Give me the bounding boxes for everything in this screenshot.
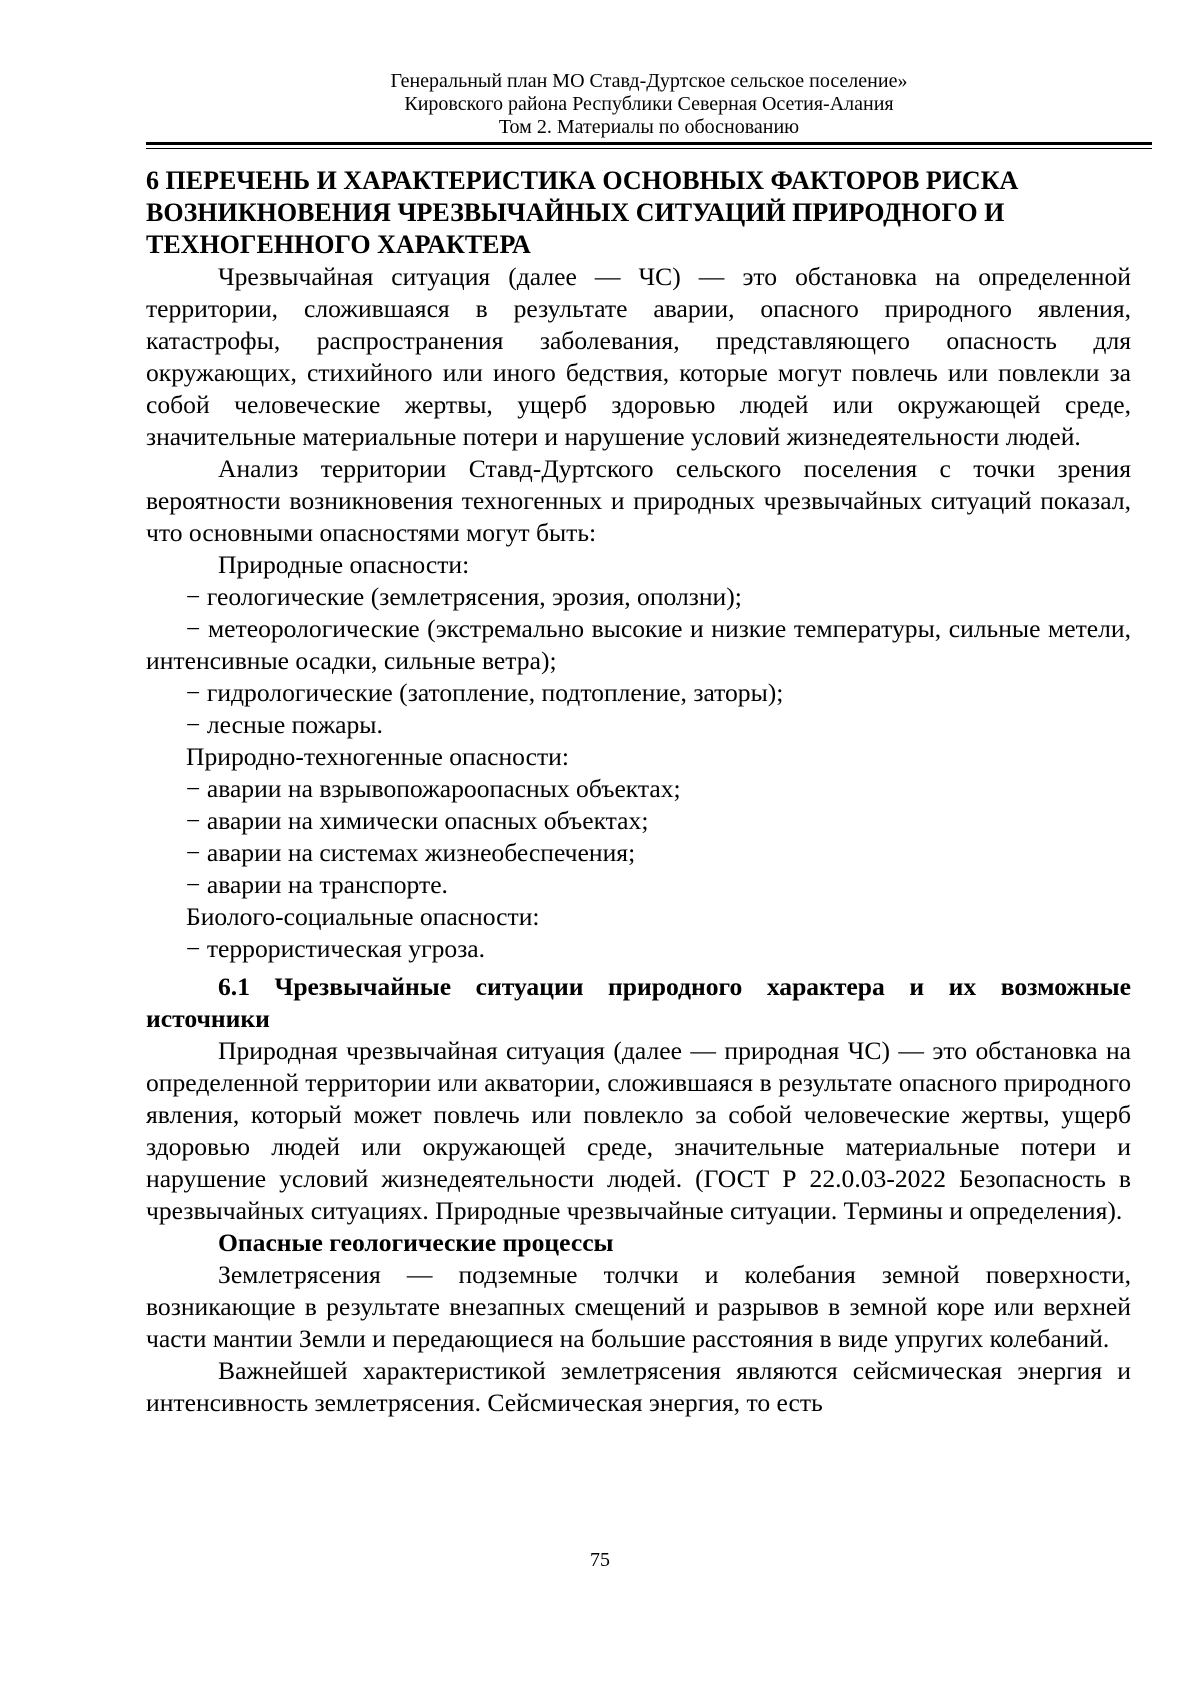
running-header [146,70,1152,139]
header-line-2: Кировского района Республики Северная Осетия-Алания [404,93,894,115]
subsection-title: 6.1 Чрезвычайные ситуации природного характера и их возможные источники [146,972,1131,1033]
section-title: 6 ПЕРЕЧЕНЬ И ХАРАКТЕРИСТИКА ОСНОВНЫХ ФАКТОРОВ РИСКА ВОЗНИКНОВЕНИЯ ЧРЕЗВЫЧАЙНЫХ СИТУАЦИЙ ПРИРОДНОГО И ТЕХНОГЕННОГО ХАРАКТЕРА [146,166,1019,259]
header-rule-thin [146,148,1152,149]
bio-hazards-label: Биолого-социальные опасности: [186,902,540,931]
header-line-3: Том 2. Материалы по обоснованию [498,116,800,138]
list-item: − террористическая угроза. [186,934,486,963]
list-item: − лесные пожары. [186,710,383,739]
header-rule-thick [146,142,1152,145]
list-item: − аварии на транспорте. [186,870,448,899]
geo-processes-heading: Опасные геологические процессы [218,1228,614,1257]
page-body [146,165,1131,1419]
page-number: 75 [590,1549,610,1571]
list-item: − геологические (землетрясения, эрозия, оползни); [186,582,742,611]
list-item: − аварии на системах жизнеобеспечения; [186,838,636,867]
list-item: − аварии на химически опасных объектах; [186,806,649,835]
natural-hazards-label: Природные опасности: [218,550,470,579]
list-item: − метеорологические (экстремально высокие и низкие температуры, сильные метели, интенсивные осадки, сильные ветра); [146,614,1131,675]
list-item: − аварии на взрывопожароопасных объектах; [186,774,681,803]
tech-hazards-label: Природно-техногенные опасности: [186,742,569,771]
section-paragraph-1: Чрезвычайная ситуация (далее — ЧС) — это обстановка на определенной территории, сложившаяся в результате аварии, опасного природного явления, катастрофы, распространения заболевания, представляющего опасность для окружающих, стихийного или иного бедствия, которые могут повлечь или повлекли за собой человеческие жертвы, ущерб здоровью людей или окружающей среде, значительные материальные потери и нарушение условий жизнедеятельности людей. [146,262,1131,451]
section-paragraph-2: Анализ территории Ставд-Дуртского сельского поселения с точки зрения вероятности возникновения техногенных и природных чрезвычайных ситуаций показал, что основными опасностями могут быть: [146,454,1131,547]
list-item: − гидрологические (затопление, подтопление, заторы); [186,678,784,707]
header-line-1: Генеральный план МО Ставд-Дуртское сельское поселение» [390,70,908,92]
subsection-paragraph-2: Землетрясения — подземные толчки и колебания земной поверхности, возникающие в результате внезапных смещений и разрывов в земной коре или верхней части мантии Земли и передающиеся на большие расстояния в виде упругих колебаний. [146,1260,1131,1353]
subsection-paragraph-1: Природная чрезвычайная ситуация (далее — природная ЧС) — это обстановка на определенной территории или акватории, сложившаяся в результате опасного природного явления, который может повлечь или повлекло за собой человеческие жертвы, ущерб здоровью людей или окружающей среде, значительные материальные потери и нарушение условий жизнедеятельности людей. (ГОСТ Р 22.0.03-2022 Безопасность в чрезвычайных ситуациях. Природные чрезвычайные ситуации. Термины и определения). [146,1036,1131,1225]
subsection-paragraph-3: Важнейшей характеристикой землетрясения являются сейсмическая энергия и интенсивность землетрясения. Сейсмическая энергия, то есть [146,1356,1131,1417]
